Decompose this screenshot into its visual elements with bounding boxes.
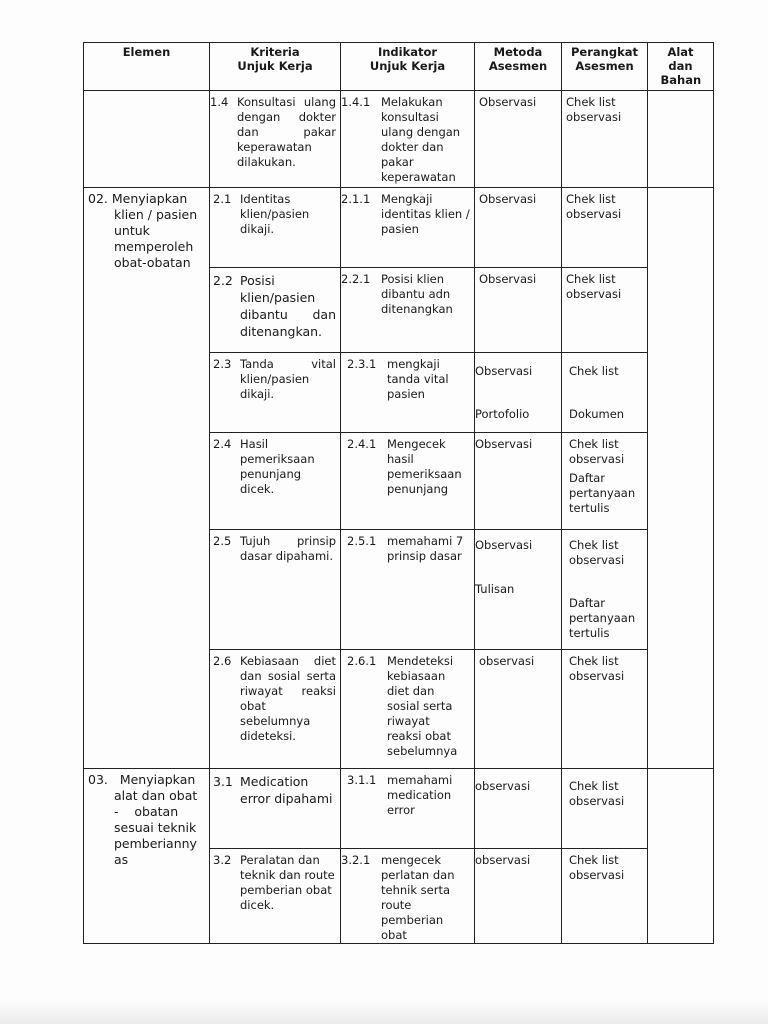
metoda-cell: Observasi [475, 91, 562, 188]
table-row [84, 91, 714, 188]
metoda-primary: Observasi [475, 364, 533, 378]
indikator-cell: 2.3.1 mengkaji tanda vital pasien [341, 353, 475, 433]
kriteria-cell: 3.2 Peralatan dan teknik dan route pemberian obat dicek. [210, 849, 341, 944]
perangkat-cell: Chek list observasi [562, 91, 648, 188]
kriteria-cell: 1.4 Konsultasi ulang dengan dokter dan pakar keperawatan dilakukan. [210, 91, 341, 188]
indikator-cell: 2.2.1 Posisi klien dibantu adn ditenangkan [341, 268, 475, 353]
metoda-cell: observasi [475, 650, 562, 769]
alat-cell [648, 91, 714, 188]
indikator-cell: 2.1.1 Mengkaji identitas klien / pasien [341, 188, 475, 268]
table-row [84, 188, 714, 268]
perangkat-secondary: Daftar pertanyaan tertulis [569, 596, 636, 640]
alat-cell [648, 188, 714, 769]
perangkat-cell: Chek list observasi [562, 188, 648, 268]
metoda-secondary: Portofolio [475, 407, 530, 421]
kriteria-cell: 2.4 Hasil pemeriksaan penunjang dicek. [210, 433, 341, 530]
indikator-cell: 2.4.1 Mengecek hasil pemeriksaan penunjang [341, 433, 475, 530]
kriteria-cell: 2.2 Posisi klien/pasien dibantu dan ditenangkan. [210, 268, 341, 353]
alat-cell [648, 769, 714, 944]
page-bottom-shadow [0, 1000, 768, 1024]
indikator-cell: 2.5.1 memahami 7 prinsip dasar [341, 530, 475, 650]
indikator-cell: 1.4.1 Melakukan konsultasi ulang dengan dokter dan pakar keperawatan [341, 91, 475, 188]
assessment-table [83, 42, 714, 944]
perangkat-secondary: Daftar pertanyaan tertulis [569, 471, 636, 515]
perangkat-cell: Chek list observasi [562, 268, 648, 353]
perangkat-primary: Chek list observasi [569, 437, 625, 466]
perangkat-primary: Chek list observasi [569, 538, 625, 567]
kriteria-cell: 2.1 Identitas klien/pasien dikaji. [210, 188, 341, 268]
header-indikator: Indikator Unjuk Kerja [341, 43, 475, 91]
metoda-cell: Observasi [475, 188, 562, 268]
kriteria-cell: 2.5 Tujuh prinsip dasar dipahami. [210, 530, 341, 650]
header-alat: Alat dan Bahan [648, 43, 714, 91]
header-row [84, 43, 714, 91]
metoda-primary: Observasi [475, 538, 533, 552]
indikator-cell: 3.2.1 mengecek perlatan dan tehnik serta route pemberian obat [341, 849, 475, 944]
perangkat-cell [562, 433, 648, 530]
perangkat-cell [562, 530, 648, 650]
metoda-cell: Observasi [475, 433, 562, 530]
indikator-cell: 2.6.1 Mendeteksi kebiasaan diet dan sosial serta riwayat reaksi obat sebelumnya [341, 650, 475, 769]
elemen-cell [84, 91, 210, 188]
header-kriteria: Kriteria Unjuk Kerja [210, 43, 341, 91]
perangkat-cell: Chek list observasi [562, 650, 648, 769]
perangkat-cell [562, 353, 648, 433]
table-row [84, 769, 714, 849]
perangkat-cell: Chek list observasi [562, 849, 648, 944]
elemen-cell-03: 03. Menyiapkan alat dan obat - obatan sesuai teknik pemberianny as [84, 769, 210, 944]
metoda-cell [475, 530, 562, 650]
metoda-secondary: Tulisan [475, 582, 515, 596]
metoda-cell: Observasi [475, 268, 562, 353]
metoda-cell: observasi [475, 769, 562, 849]
metoda-cell: observasi [475, 849, 562, 944]
kriteria-cell: 2.6 Kebiasaan diet dan sosial serta riwayat reaksi obat sebelumnya dideteksi. [210, 650, 341, 769]
metoda-cell [475, 353, 562, 433]
header-metoda: Metoda Asesmen [475, 43, 562, 91]
elemen-cell-02: 02. Menyiapkan klien / pasien untuk memperoleh obat-obatan [84, 188, 210, 769]
kriteria-cell: 2.3 Tanda vital klien/pasien dikaji. [210, 353, 341, 433]
perangkat-secondary: Dokumen [569, 407, 625, 421]
kriteria-cell: 3.1 Medication error dipahami [210, 769, 341, 849]
perangkat-cell: Chek list observasi [562, 769, 648, 849]
perangkat-primary: Chek list [569, 364, 619, 378]
header-elemen: Elemen [84, 43, 210, 91]
indikator-cell: 3.1.1 memahami medication error [341, 769, 475, 849]
header-perangkat: Perangkat Asesmen [562, 43, 648, 91]
